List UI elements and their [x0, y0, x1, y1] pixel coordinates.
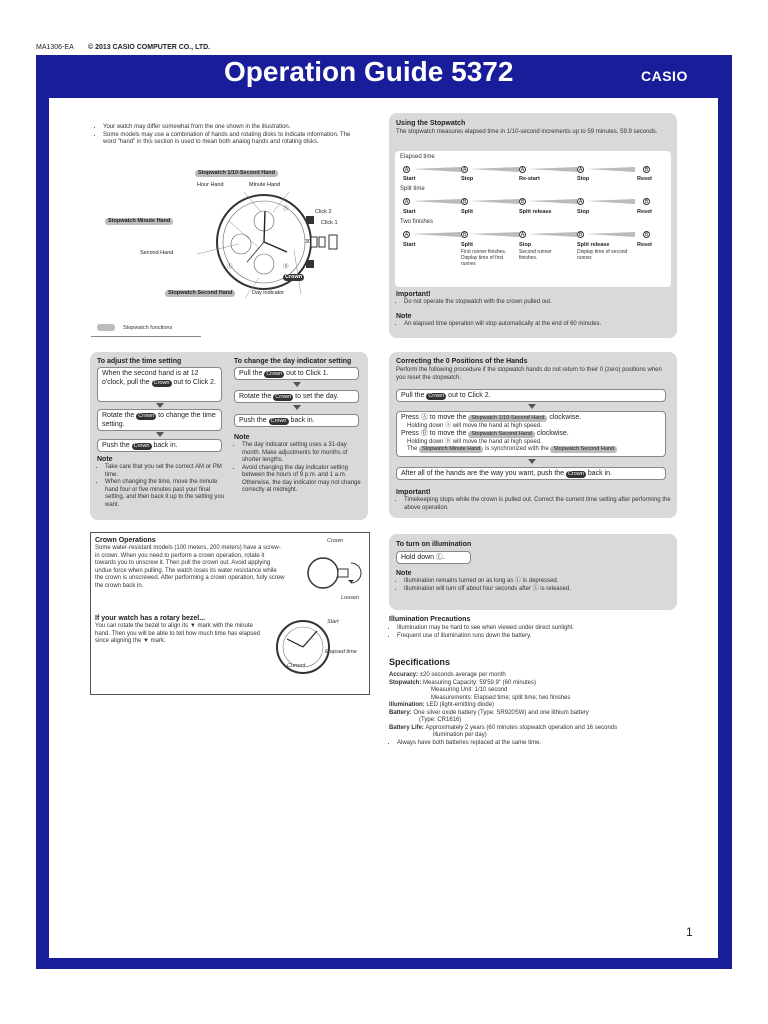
day-step-3-b: back in.	[290, 417, 315, 424]
btn-b: B	[644, 199, 649, 205]
zero-step-3	[396, 467, 666, 480]
sync-1: The	[407, 446, 418, 452]
specs-body	[389, 672, 679, 747]
spec-value: illumination per day)	[433, 732, 487, 738]
casio-logo: CASIO	[641, 68, 688, 84]
spec-key: Accuracy:	[389, 672, 419, 678]
label-click2: Click 2	[315, 209, 332, 215]
day-note-title: Note	[234, 434, 250, 441]
spec-key: Battery:	[389, 709, 412, 716]
spec-value: ±20 seconds average per month	[419, 672, 506, 678]
btn-b: B	[462, 232, 467, 238]
time-step-3-a: Push the	[102, 442, 130, 449]
day-value: 30	[305, 239, 312, 245]
step-label: Start	[403, 176, 416, 182]
down-arrow-icon	[293, 405, 301, 410]
step-label: Reset	[637, 242, 652, 248]
crown-ops-title: Crown Operations	[95, 537, 156, 544]
intro-bullets	[95, 124, 365, 147]
spec-value: Approximately 2 years (60 minutes stopwatch operation and 16 seconds	[425, 724, 618, 731]
illumination-note: • Illumination will turn off about four seconds after Ⓛ is released.	[404, 586, 671, 594]
illumination-step: Hold down Ⓛ.	[396, 551, 471, 564]
press-b-text: Press Ⓑ to move the	[401, 430, 467, 437]
down-arrow-icon	[156, 432, 164, 437]
crown-pill: Crown	[138, 413, 155, 419]
step-label: Stop	[519, 242, 532, 248]
label-sw-second: Stopwatch Second Hand	[165, 290, 235, 297]
step-label: Split release	[519, 209, 552, 215]
btn-a: A	[520, 232, 525, 238]
label-crown-ill: Crown	[327, 538, 343, 544]
day-step-3	[234, 414, 359, 427]
hand-pill: Stopwatch 1/10-Second Hand	[468, 415, 547, 422]
illumination-note-title: Note	[396, 570, 412, 577]
crown-ops-text: Some water-resistant models (100 meters, 200 meters) have a screw-in crown. When you need to perform a crown operation, rotate it towards you to unscrew it. Then pull the crown out. Avoid applying undue force when pulling. The watch loses its water resistance while the crown is unscrewed. After performing a crown operation, fully screw the crown back in.	[95, 545, 285, 589]
legend-label: Stopwatch functions	[123, 325, 173, 331]
zero-title: Correcting the 0 Positions of the Hands	[396, 358, 528, 365]
step-label: Reset	[637, 209, 652, 215]
btn-b: B	[578, 232, 583, 238]
elapsed-label: Elapsed time	[400, 154, 435, 160]
spec-value: Measuring Capacity: 59'59.9" (60 minutes)	[423, 679, 537, 686]
day-step-2-b: to set the day.	[295, 393, 339, 400]
hand-pill: Stopwatch Second Hand	[550, 446, 617, 453]
elapsed-arrows	[403, 166, 663, 174]
stopwatch-important-title: Important!	[396, 291, 431, 298]
press-a-bullet: Holding down Ⓐ will move the hand at high speed.	[407, 422, 542, 429]
crown-pill: Crown	[266, 371, 283, 377]
time-setting-section	[90, 352, 368, 520]
label-current: Current	[287, 663, 306, 669]
label-sw-minute: Stopwatch Minute Hand	[105, 218, 173, 225]
illumination-notes	[396, 578, 671, 593]
step-label: Split release	[577, 242, 610, 248]
label-elapsed: Elapsed time	[325, 649, 357, 655]
step-label: Reset	[637, 176, 652, 182]
label-start: Start	[327, 619, 339, 625]
time-step-2-b: to change the time setting.	[102, 412, 216, 428]
stopwatch-note-title: Note	[396, 313, 412, 320]
btn-a: A	[404, 199, 409, 205]
time-step-3-b: back in.	[153, 442, 178, 449]
btn-a: A	[404, 167, 409, 173]
step-label: Start	[403, 242, 416, 248]
zero-step-2	[396, 411, 666, 457]
btn-a: A	[404, 232, 409, 238]
bezel-text: You can rotate the bezel to align its ▼ mark with the minute hand. Then you will be able to tell how much time has elapsed since aligning the ▼ mark.	[95, 623, 260, 644]
illumination-title: To turn on illumination	[396, 541, 472, 548]
zero-important-text: • Timekeeping stops while the crown is pulled out. Correct the current time setting after performing the above operation.	[404, 497, 671, 512]
intro-bullet: • Your watch may differ somewhat from the one shown in the illustration.	[103, 124, 365, 132]
time-step-2-a: Rotate the	[102, 412, 135, 419]
stopwatch-important-text: • Do not operate the stopwatch with the crown pulled out.	[404, 299, 671, 307]
specs-title: Specifications	[389, 657, 451, 667]
time-note: • Take care that you set the correct AM or PM time.	[105, 464, 225, 479]
time-note-title: Note	[97, 456, 113, 463]
zero-step-1-a: Pull the	[401, 392, 425, 399]
spec-value: (Type: CR1616)	[419, 717, 462, 723]
intro-bullet: • Some models may use a combination of hands and rotating disks to indicate information. The word "hand" in this section is used to mean both analog hands and rotating disks.	[103, 132, 365, 147]
step-label: Stop	[577, 176, 590, 182]
day-step-2-a: Rotate the	[239, 393, 272, 400]
spec-value: Measurements: Elapsed time; split time; two finishes	[431, 694, 571, 701]
btn-a: A	[578, 167, 583, 173]
crown-pill: Crown	[568, 471, 584, 477]
crown-illustration	[301, 547, 367, 599]
page-title: Operation Guide 5372	[224, 56, 514, 87]
stopwatch-note	[396, 321, 671, 329]
day-step-2	[234, 390, 359, 403]
time-step-1-a: When the second hand is at 12 o'clock, pull the	[102, 370, 199, 386]
crown-pill: Crown	[275, 394, 292, 400]
zero-step-1-b: out to Click 2.	[448, 392, 491, 399]
watch-diagram	[89, 166, 379, 341]
spec-key: Illumination:	[389, 702, 425, 708]
page-number: 1	[686, 925, 693, 939]
day-step-1-a: Pull the	[239, 370, 263, 377]
stopwatch-note-text: • An elapsed time operation will stop automatically at the end of 60 minutes.	[404, 321, 671, 329]
btn-b: B	[462, 199, 467, 205]
label-second: Second Hand	[140, 250, 174, 256]
press-b-end: clockwise.	[536, 430, 569, 437]
btn-b: B	[520, 199, 525, 205]
day-step-1-b: out to Click 1.	[286, 370, 329, 377]
spec-value: One silver oxide battery (Type: SR920SW) and one lithium battery	[413, 709, 589, 716]
step-note: Display time of second runner.	[577, 249, 628, 261]
legend-swatch	[97, 324, 115, 331]
day-step-3-a: Push the	[239, 417, 267, 424]
copyright: © 2013 CASIO COMPUTER CO., LTD.	[88, 44, 211, 51]
crown-pill: Crown	[133, 443, 150, 449]
legend-divider	[91, 336, 201, 337]
time-step-1	[97, 367, 222, 402]
spec-value: Measuring Unit: 1/10 second	[431, 687, 508, 693]
page-body	[49, 98, 718, 958]
button-l-icon: Ⓛ	[227, 264, 233, 270]
day-note: • Avoid changing the day indicator setting between the hours of 9 p.m. and 1 a.m. Otherwise, the day indicator may not change correctly at midnight.	[242, 465, 362, 495]
btn-a: A	[462, 167, 467, 173]
time-notes	[97, 464, 225, 509]
spec-value: LED (light-emitting diode)	[426, 702, 495, 708]
btn-a: A	[520, 167, 525, 173]
stopwatch-desc: The stopwatch measures elapsed time in 1/10-second increments up to 59 minutes, 59.9 seconds.	[396, 129, 658, 135]
zero-important	[396, 497, 671, 512]
spec-bullet: • Always have both batteries replaced at the same time.	[397, 740, 679, 748]
crown-ops-section	[90, 532, 370, 695]
day-setting-title: To change the day indicator setting	[234, 358, 352, 365]
step-label: Re-start	[519, 176, 540, 182]
hand-pill: Stopwatch Second Hand	[468, 431, 535, 438]
spec-key: Battery Life:	[389, 724, 425, 731]
button-a-icon: Ⓐ	[283, 206, 289, 212]
bezel-title: If your watch has a rotary bezel...	[95, 615, 206, 622]
watch-illustration	[89, 166, 379, 341]
doc-code: MA1306-EA	[36, 44, 74, 51]
illum-precaution: • Frequent use of illumination runs down the battery.	[397, 633, 674, 641]
step-note: First runner finishes. Display time of first runner.	[461, 249, 507, 267]
stopwatch-important	[396, 299, 671, 307]
day-note: • The day indicator setting uses a 31-day month. Make adjustments for months of shorter lengths.	[242, 442, 362, 465]
crown-pill: Crown	[428, 393, 445, 399]
crown-pill: Crown	[270, 418, 287, 424]
illum-precaution: • Illumination may be hard to see when viewed under direct sunlight.	[397, 625, 674, 633]
elapsed-row	[403, 166, 658, 172]
btn-b: B	[644, 232, 649, 238]
zero-step-3-b: back in.	[587, 470, 612, 477]
down-arrow-icon	[156, 403, 164, 408]
crown-pill: Crown	[153, 379, 170, 386]
stopwatch-flow	[395, 151, 671, 287]
button-b-icon: Ⓑ	[283, 264, 289, 270]
btn-a: A	[578, 199, 583, 205]
spec-key: Stopwatch:	[389, 679, 422, 686]
btn-b: B	[644, 167, 649, 173]
label-day: Day indicator	[252, 290, 285, 296]
label-loosen: Loosen	[341, 595, 360, 601]
time-setting-title: To adjust the time setting	[97, 358, 182, 365]
label-hour: Hour Hand	[197, 182, 224, 188]
time-step-3	[97, 439, 222, 452]
step-label: Stop	[577, 209, 590, 215]
time-step-2	[97, 409, 222, 431]
zero-desc: Perform the following procedure if the stopwatch hands do not return to their 0 (zero) positions when you reset the stopwatch.	[396, 367, 662, 381]
step-note: Second runner finishes.	[519, 249, 552, 261]
down-arrow-icon	[293, 382, 301, 387]
zero-step-1	[396, 389, 666, 402]
label-crown: Crown	[285, 274, 303, 280]
press-b-bullet: Holding down Ⓑ will move the hand at high speed.	[407, 438, 542, 445]
sync-2: is synchronized with the	[485, 446, 549, 452]
hand-pill: Stopwatch Minute Hand	[419, 446, 483, 453]
label-minute: Minute Hand	[249, 182, 281, 188]
zero-position-section	[389, 352, 677, 518]
day-step-1	[234, 367, 359, 380]
two-arrows	[403, 231, 663, 239]
press-a-text: Press Ⓐ to move the	[401, 414, 467, 421]
press-a-end: clockwise.	[549, 414, 582, 421]
split-label: Split time	[400, 186, 425, 192]
time-step-1-b: out to Click 2.	[173, 378, 216, 386]
stopwatch-section	[389, 113, 677, 338]
down-arrow-icon	[528, 459, 536, 464]
day-notes	[234, 442, 362, 495]
zero-step-3-a: After all of the hands are the way you want, push the	[401, 470, 565, 477]
step-label: Start	[403, 209, 416, 215]
time-note: • When changing the time, move the minute hand four or five minutes past your final setting, and then back it up to the setting you want.	[105, 479, 225, 509]
step-label: Split	[461, 242, 473, 248]
zero-important-title: Important!	[396, 489, 431, 496]
two-row	[403, 231, 658, 239]
step-label: Stop	[461, 176, 474, 182]
illumination-note: • Illumination remains turned on as long as Ⓛ is depressed.	[404, 578, 671, 586]
step-label: Split	[461, 209, 473, 215]
illum-precautions	[389, 625, 674, 640]
split-arrows	[403, 198, 663, 206]
down-arrow-icon	[528, 404, 536, 409]
two-finishes-label: Two finishes	[400, 219, 434, 225]
split-row	[403, 198, 658, 206]
label-click1: Click 1	[321, 220, 338, 226]
sync-line	[401, 446, 661, 454]
label-sw-tenth: Stopwatch 1/10-Second Hand	[195, 170, 278, 177]
stopwatch-title: Using the Stopwatch	[396, 120, 466, 127]
illum-precautions-title: Illumination Precautions	[389, 616, 471, 623]
illumination-section	[389, 534, 677, 610]
